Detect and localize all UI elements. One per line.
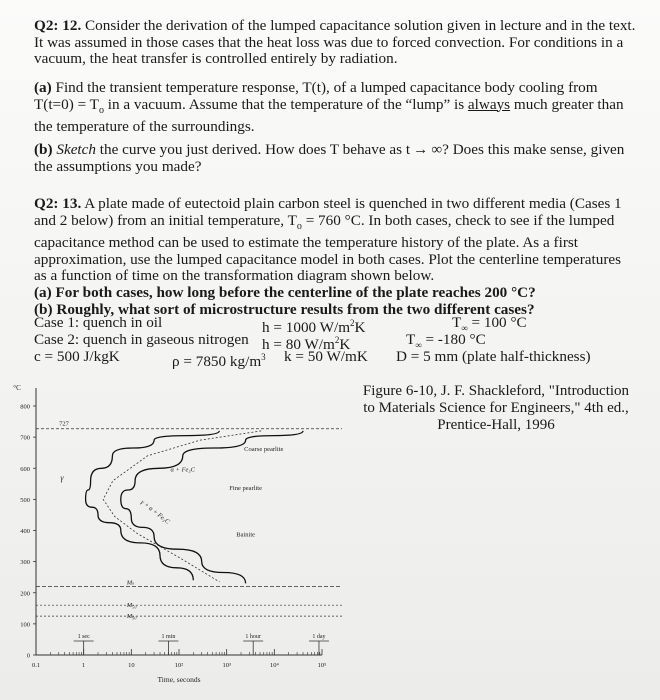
y-tick-label: 300 — [20, 559, 30, 567]
figure-citation: Figure 6-10, J. F. Shackleford, "Introduction to Materials Science for Engineers," 4th ed., Prentice-Hall, 1996 — [362, 383, 630, 433]
case-1-row: Case 1: quench in oil — [34, 314, 163, 331]
x-tick-label: 10⁵ — [317, 662, 327, 669]
document-page: Q2: 12. Consider the derivation of the lumped capacitance solution given in lecture and in the text. It was assumed in those cases that the heat loss was due to forced convection. For conditions in a vacuum, the heat transfer is controlled entirely by radiation. (a) Find the transient temperature response, T(t), of a lumped capacitance body cooling from $T(t=0) = T_o$ in a vacuum. Assume that the temperature of the “lump” is always much greater than the temperature of the surroundings. (b) Sketch the curve you just derived. How does T behave as t → ∞? Does this make sense, given the assumptions you made? Q2: 13. A plate made of eutectoid plain carbon steel is quenched in two different media (Cases 1 and 2 below) from an initial temperature, $T_o = 760$ °C. In both cases, check to see if the lumped capacitance method can be used to estimate the temperature history of the plate. As a first approximation, use the lumped capacitance model in both cases. Plot the centerline temperatures as a function of time on the transformation diagram shown below. (a) For both cases, how long before the centerline of the plate reaches 200 °C? (b) Roughly, what sort of microstructure results from the two different cases? Case 1: quench in oil h = 1000 $W/m^2K$ $T_\infty = 100$ °C Case 2: quench in gaseous nitrogen h = 80 $W/m^2K$ $T_\infty = -180$ °C c = 500 J/kgK ρ = 7850 $kg/m^3$ k = 50 W/mK D = 5 mm (plate half-thickness) Figure 6-10, J. F. Shackleford, "Introduction to Materials Science for Engineers," 4th ed., Prentice-Hall, 1996 0 100 200 300 400 500 600 700 800 0.1 1 10 10² 10³ 10⁴ 10⁵ 1 sec 1 min 1 hour 1 day °C Time, seconds 727 Mₛ M₅₀ M₉₀ γ α + Fe₃C γ + α + Fe₃C Coarse pearlite Fine pearlite Bainite — [0, 0, 660, 700]
time-marker-label: 1 day — [312, 634, 326, 640]
martensite-label: Mₛ — [126, 579, 135, 587]
martensite-label: M₅₀ — [126, 602, 137, 610]
x-axis-label: Time, seconds — [157, 675, 201, 684]
question-12: Q2: 12. Consider the derivation of the lumped capacitance solution given in lecture and in the text. It was assumed in those cases that the heat loss was due to forced convection. For conditions in a vacuum, the heat transfer is controlled entirely by radiation. — [34, 17, 636, 68]
transformation-curve-50 — [103, 431, 261, 582]
y-tick-label: 200 — [20, 590, 30, 598]
chart-curves — [86, 431, 303, 584]
q13-header: Q2: 13. — [34, 195, 82, 212]
y-axis-label: °C — [13, 384, 21, 392]
x-tick-label: 10³ — [222, 662, 231, 669]
x-tick-label: 0.1 — [31, 662, 41, 669]
x-tick-label: 10 — [128, 662, 135, 669]
material-properties-row: c = 500 J/kgK — [34, 348, 120, 365]
question-13: Q2: 13. A plate made of eutectoid plain carbon steel is quenched in two different media (Cases 1 and 2 below) from an initial temperature, $T_o = 760$ °C. In both cases, check to see if the lumped capacitance method can be used to estimate the temperature history of the plate. As a first approximation, use the lumped capacitance model in both cases. Plot the centerline temperatures as a function of time on the transformation diagram shown below. (a) For both cases, how long before the centerline of the plate reaches 200 °C? (b) Roughly, what sort of microstructure results from the two different cases? — [34, 195, 622, 318]
y-tick-label: 700 — [20, 434, 30, 442]
chart-ticks — [20, 404, 329, 670]
ttt-diagram — [0, 372, 360, 697]
time-marker-label: 1 sec — [77, 634, 90, 640]
case-2-row: Case 2: quench in gaseous nitrogen — [34, 331, 249, 348]
question-12-part-b: (b) Sketch the curve you just derived. How does T behave as t → ∞? Does this make sense, given the assumptions you made? — [34, 141, 625, 175]
region-gamma: γ — [60, 473, 64, 483]
x-tick-label: 10² — [174, 662, 184, 669]
region-fine-pearlite: Fine pearlite — [229, 485, 262, 493]
y-tick-label: 500 — [20, 496, 30, 504]
time-marker-label: 1 min — [161, 634, 176, 640]
y-tick-label: 400 — [20, 528, 30, 535]
x-tick-label: 1 — [82, 662, 86, 669]
time-marker-label: 1 hour — [245, 634, 261, 640]
chart-axes — [36, 388, 342, 655]
martensite-label: M₉₀ — [126, 613, 137, 621]
q12-header: Q2: 12. — [34, 17, 82, 34]
eutectoid-label: 727 — [59, 420, 69, 428]
y-tick-label: 0 — [26, 652, 30, 660]
y-tick-label: 600 — [20, 465, 30, 473]
y-tick-label: 100 — [20, 621, 30, 629]
region-coarse-pearlite: Coarse pearlite — [244, 446, 284, 454]
y-tick-label: 800 — [20, 403, 30, 411]
region-alpha-fe3c: α + Fe₃C — [170, 466, 196, 474]
region-bainite: Bainite — [236, 531, 256, 539]
question-12-part-a: (a) Find the transient temperature response, T(t), of a lumped capacitance body cooling from $T(t=0) = T_o$ in a vacuum. Assume that the temperature of the “lump” is always much greater than the temperature of the surroundings. — [34, 79, 624, 136]
x-tick-label: 10⁴ — [269, 662, 279, 669]
region-gamma-alpha-fe3c: γ + α + Fe₃C — [139, 498, 171, 526]
